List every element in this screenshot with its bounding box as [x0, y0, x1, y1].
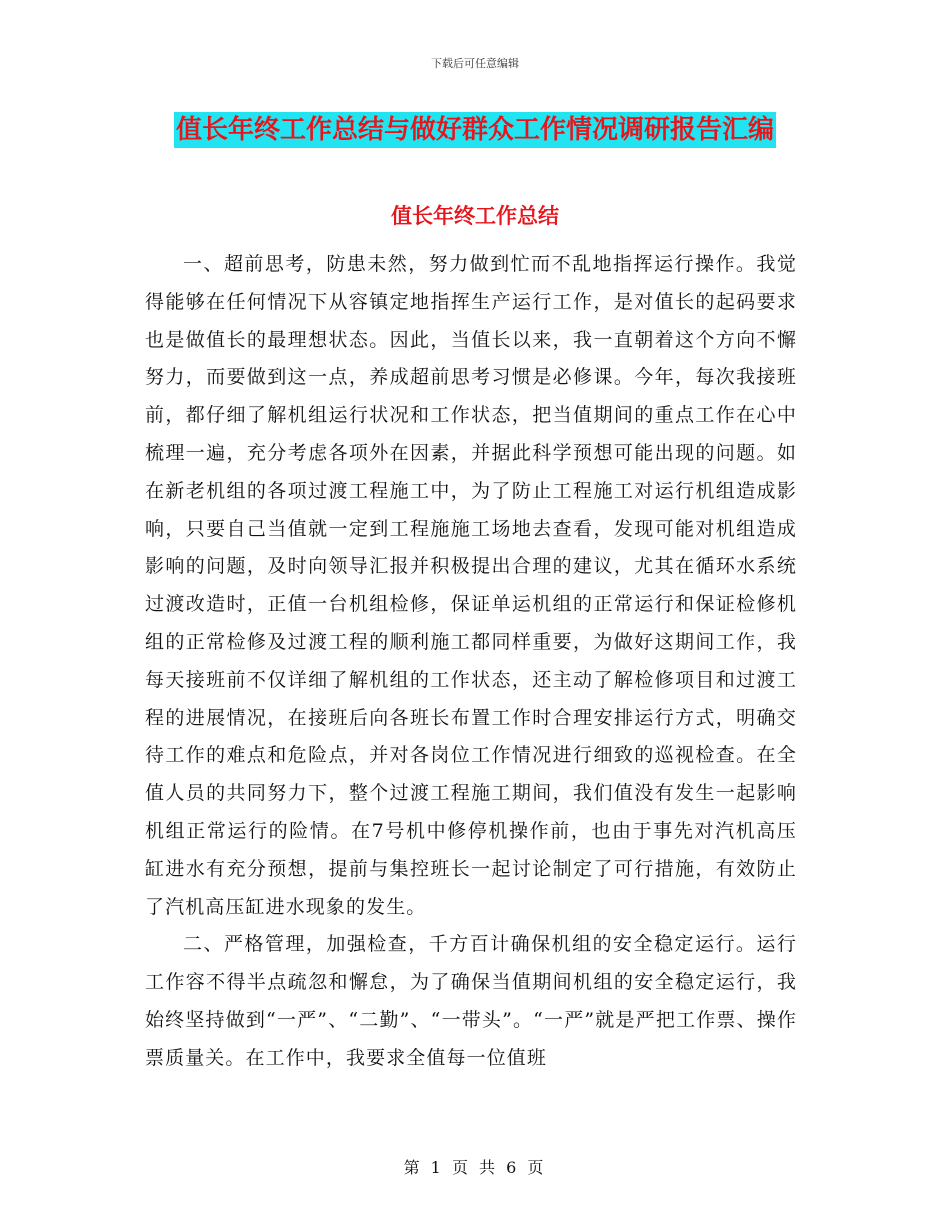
page-footer: 第 1 页 共 6 页 — [403, 1158, 547, 1177]
header-note: 下载后可任意编辑 — [431, 57, 519, 70]
document-body — [145, 246, 797, 1078]
paragraph-2: 二、严格管理，加强检查，千方百计确保机组的安全稳定运行。运行工作容不得半点疏忽和懈怠，为了确保当值期间机组的安全稳定运行，我始终坚持做到“一严”、“二勤”、“一带头”。“一严”就是严把工作票、操作票质量关。在工作中，我要求全值每一位值班 — [145, 933, 797, 1069]
paragraph-1: 一、超前思考，防患未然，努力做到忙而不乱地指挥运行操作。我觉得能够在任何情况下从容镇定地指挥生产运行工作，是对值长的起码要求也是做值长的最理想状态。因此，当值长以来，我一直朝着这个方向不懈努力，而要做到这一点，养成超前思考习惯是必修课。今年，每次我接班前，都仔细了解机组运行状况和工作状态，把当值期间的重点工作在心中梳理一遍，充分考虑各项外在因素，并据此科学预想可能出现的问题。如在新老机组的各项过渡工程施工中，为了防止工程施工对运行机组造成影响，只要自己当值就一定到工程施施工场地去查看，发现可能对机组造成影响的问题，及时向领导汇报并积极提出合理的建议，尤其在循环水系统过渡改造时，正值一台机组检修，保证单运机组的正常运行和保证检修机组的正常检修及过渡工程的顺利施工都同样重要，为做好这期间工作，我每天接班前不仅详细了解机组的工作状态，还主动了解检修项目和过渡工程的进展情况，在接班后向各班长布置工作时合理安排运行方式，明确交待工作的难点和危险点，并对各岗位工作情况进行细致的巡视检查。在全值人员的共同努力下，整个过渡工程施工期间，我们值没有发生一起影响机组正常运行的险情。在7号机中修停机操作前，也由于事先对汽机高压缸进水有充分预想，提前与集控班长一起讨论制定了可行措施，有效防止了汽机高压缸进水现象的发生。 — [145, 253, 797, 918]
section-title: 值长年终工作总结 — [391, 204, 559, 228]
main-title: 值长年终工作总结与做好群众工作情况调研报告汇编 — [174, 112, 776, 148]
main-title-container — [0, 112, 950, 148]
